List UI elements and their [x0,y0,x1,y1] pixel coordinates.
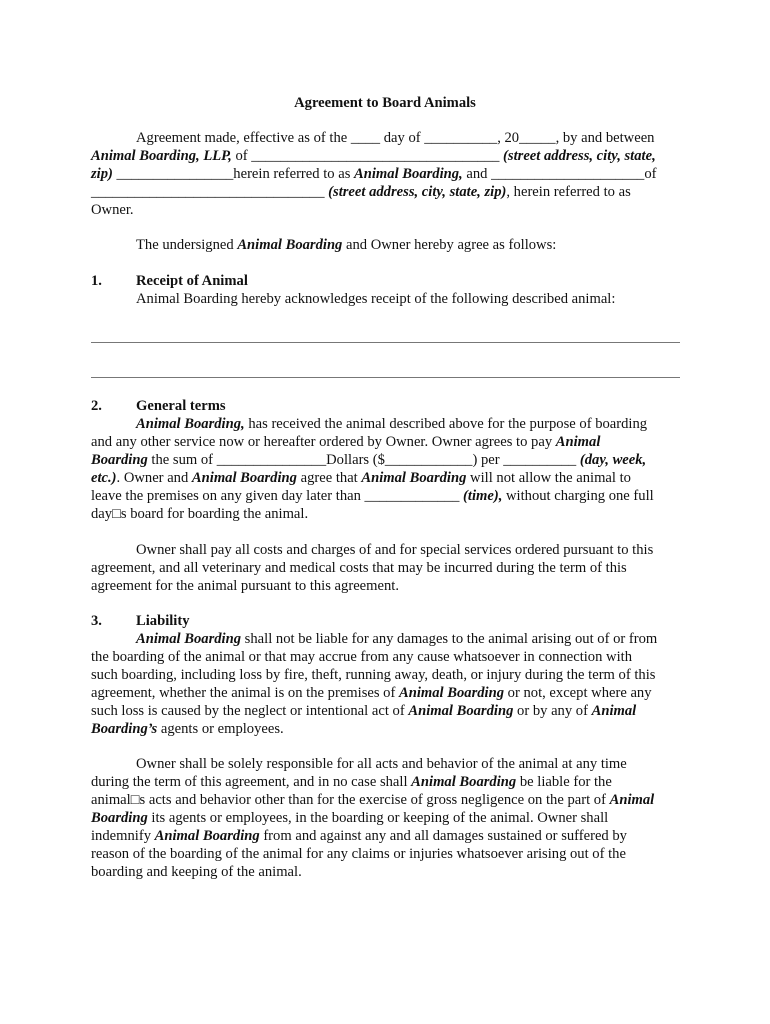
section-3-para2-line-2: during the term of this agreement, and in no case shall Animal Boarding be liable for the [91,774,612,790]
section-3-line-1: Animal Boarding shall not be liable for any damages to the animal arising out of or from [136,631,658,647]
section-3-line-6: Boarding’s agents or employees. [91,721,284,737]
section-3-para2-line-7: boarding and keeping of the animal. [91,864,302,880]
section-2-line-1: Animal Boarding, has received the animal described above for the purpose of boarding [136,416,648,432]
intro-line-1: Agreement made, effective as of the ____ day of __________, 20_____, by and between [136,130,655,146]
section-3-line-5: such loss is caused by the neglect or intentional act of Animal Boarding or by any of Animal [91,703,637,719]
section-2-heading: General terms [136,398,226,414]
section-2-line-2: and any other service now or hereafter ordered by Owner. Owner agrees to pay Animal [91,434,601,450]
section-2-line-6: day□s board for boarding the animal. [91,506,309,522]
section-3-para2-line-1: Owner shall be solely responsible for all acts and behavior of the animal at any time [136,756,627,772]
section-3-para2-line-4: Boarding its agents or employees, in the boarding or keeping of the animal. Owner shall [91,810,609,826]
section-3-line-2: the boarding of the animal or that may accrue from any cause whatsoever in connection with [91,649,632,665]
section-2-line-3: Boarding the sum of _______________Dollars ($____________) per __________ (day, week, [91,452,647,468]
section-3-para2-line-5: indemnify Animal Boarding from and against any and all damages sustained or suffered by [91,828,627,844]
description-blank-line-1 [91,342,680,343]
intro-line-4: ________________________________ (street address, city, state, zip), herein referred to as [91,184,631,200]
section-2-number: 2. [91,398,102,414]
section-3-heading: Liability [136,613,190,629]
agree-line: The undersigned Animal Boarding and Owner hereby agree as follows: [136,237,557,253]
section-2-line-5: leave the premises on any given day later than _____________ (time), without charging one full [91,488,654,504]
section-1-number: 1. [91,273,102,289]
description-blank-line-2 [91,377,680,378]
intro-line-3: zip) ________________herein referred to as Animal Boarding, and _____________________of [91,166,657,182]
section-3-para2-line-3: animal□s acts and behavior other than for the exercise of gross negligence on the part of Animal [91,792,655,808]
section-1-text: Animal Boarding hereby acknowledges receipt of the following described animal: [136,291,616,307]
document-title: Agreement to Board Animals [294,95,476,111]
intro-line-5: Owner. [91,202,134,218]
intro-line-2: Animal Boarding, LLP, of __________________________________ (street address, city, state, [91,148,656,164]
section-2-para2-line-1: Owner shall pay all costs and charges of and for special services ordered pursuant to this [136,542,654,558]
section-2-para2-line-2: agreement, and all veterinary and medical costs that may be incurred during the term of this [91,560,627,576]
section-3-line-3: such boarding, including loss by fire, theft, running away, death, or injury during the term of this [91,667,656,683]
section-3-para2-line-6: reason of the boarding of the animal for any claims or injuries whatsoever arising out of the [91,846,626,862]
section-1-heading: Receipt of Animal [136,273,248,289]
section-3-number: 3. [91,613,102,629]
section-3-line-4: agreement, whether the animal is on the premises of Animal Boarding or not, except where any [91,685,652,701]
section-2-para2-line-3: agreement for the animal pursuant to this agreement. [91,578,399,594]
section-2-line-4: etc.). Owner and Animal Boarding agree that Animal Boarding will not allow the animal to [91,470,631,486]
